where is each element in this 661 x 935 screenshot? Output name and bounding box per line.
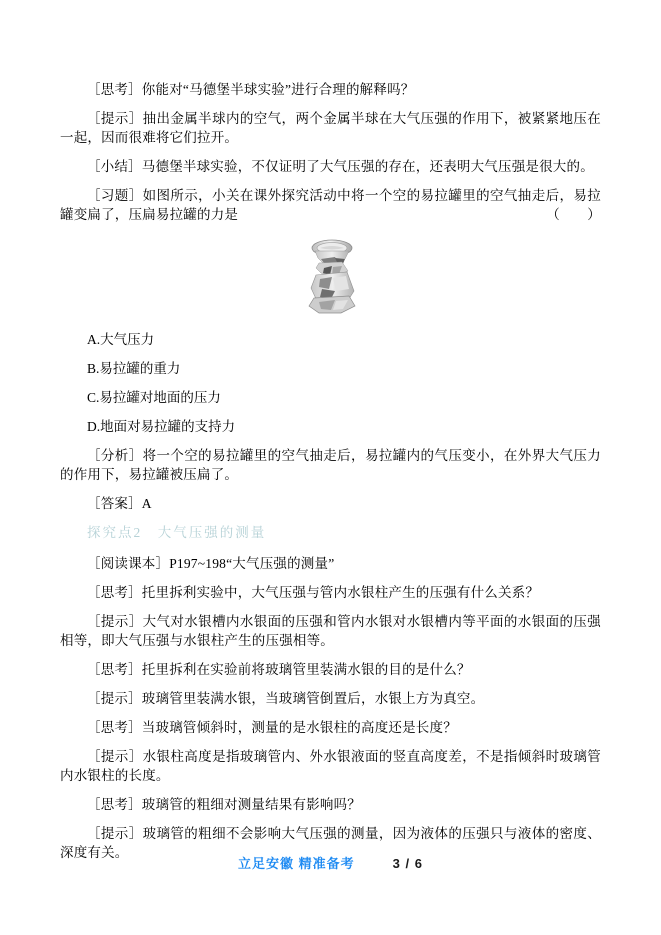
paragraph-hint-torricelli-relation: ［提示］大气对水银槽内水银面的压强和管内水银对水银槽内等平面的水银面的压强相等，即大气压强与水银柱产生的压强相等。 bbox=[60, 614, 601, 648]
paragraph-hint-magdeburg: ［提示］抽出金属半球内的空气，两个金属半球在大气压强的作用下，被紧紧地压在一起，因而很难将它们拉开。 bbox=[60, 111, 601, 145]
option-a: A.大气压力 bbox=[87, 332, 155, 347]
answer-blank-parentheses: （ ） bbox=[546, 207, 601, 222]
document-content bbox=[60, 80, 601, 872]
section-heading-exploration-2: 探究点2 大气压强的测量 bbox=[87, 525, 267, 540]
paragraph-hint-tube-diameter: ［提示］玻璃管的粗细不会影响大气压强的测量，因为液体的压强只与液体的密度、深度有关。 bbox=[60, 826, 601, 860]
paragraph-exercise-question bbox=[60, 186, 601, 224]
crushed-can-image bbox=[302, 237, 360, 315]
paragraph-analysis: ［分析］将一个空的易拉罐里的空气抽走后，易拉罐内的气压变小，在外界大气压力的作用下，易拉罐被压扁了。 bbox=[60, 448, 601, 482]
option-b: B.易拉罐的重力 bbox=[87, 361, 181, 376]
option-c: C.易拉罐对地面的压力 bbox=[87, 390, 221, 405]
paragraph-think-tilted-tube: ［思考］当玻璃管倾斜时，测量的是水银柱的高度还是长度？ bbox=[87, 720, 457, 735]
paragraph-hint-fill-mercury: ［提示］玻璃管里装满水银，当玻璃管倒置后，水银上方为真空。 bbox=[87, 691, 485, 706]
paragraph-read-textbook: ［阅读课本］P197~198“大气压强的测量” bbox=[87, 556, 335, 571]
paragraph-think-fill-mercury: ［思考］托里拆利在实验前将玻璃管里装满水银的目的是什么？ bbox=[87, 662, 471, 677]
paragraph-think-torricelli-relation: ［思考］托里拆利实验中，大气压强与管内水银柱产生的压强有什么关系？ bbox=[87, 585, 540, 600]
option-d: D.地面对易拉罐的支持力 bbox=[87, 419, 236, 434]
paragraph-answer: ［答案］A bbox=[87, 496, 152, 511]
paragraph-think-tube-diameter: ［思考］玻璃管的粗细对测量结果有影响吗？ bbox=[87, 797, 361, 812]
paragraph-think-magdeburg: ［思考］你能对“马德堡半球实验”进行合理的解释吗？ bbox=[87, 82, 415, 97]
page-footer bbox=[0, 856, 661, 872]
page-number: 3 / 6 bbox=[392, 856, 423, 871]
exercise-question-text: ［习题］如图所示，小关在课外探究活动中将一个空的易拉罐里的空气抽走后，易拉罐变扁了，压扁易拉罐的力是 bbox=[60, 188, 601, 222]
exercise-figure bbox=[60, 237, 601, 315]
paragraph-summary-magdeburg: ［小结］马德堡半球实验，不仅证明了大气压强的存在，还表明大气压强是很大的。 bbox=[87, 159, 594, 174]
footer-slogan: 立足安徽 精准备考 bbox=[238, 856, 355, 871]
paragraph-hint-tilted-tube: ［提示］水银柱高度是指玻璃管内、外水银液面的竖直高度差，不是指倾斜时玻璃管内水银柱的长度。 bbox=[60, 749, 601, 783]
